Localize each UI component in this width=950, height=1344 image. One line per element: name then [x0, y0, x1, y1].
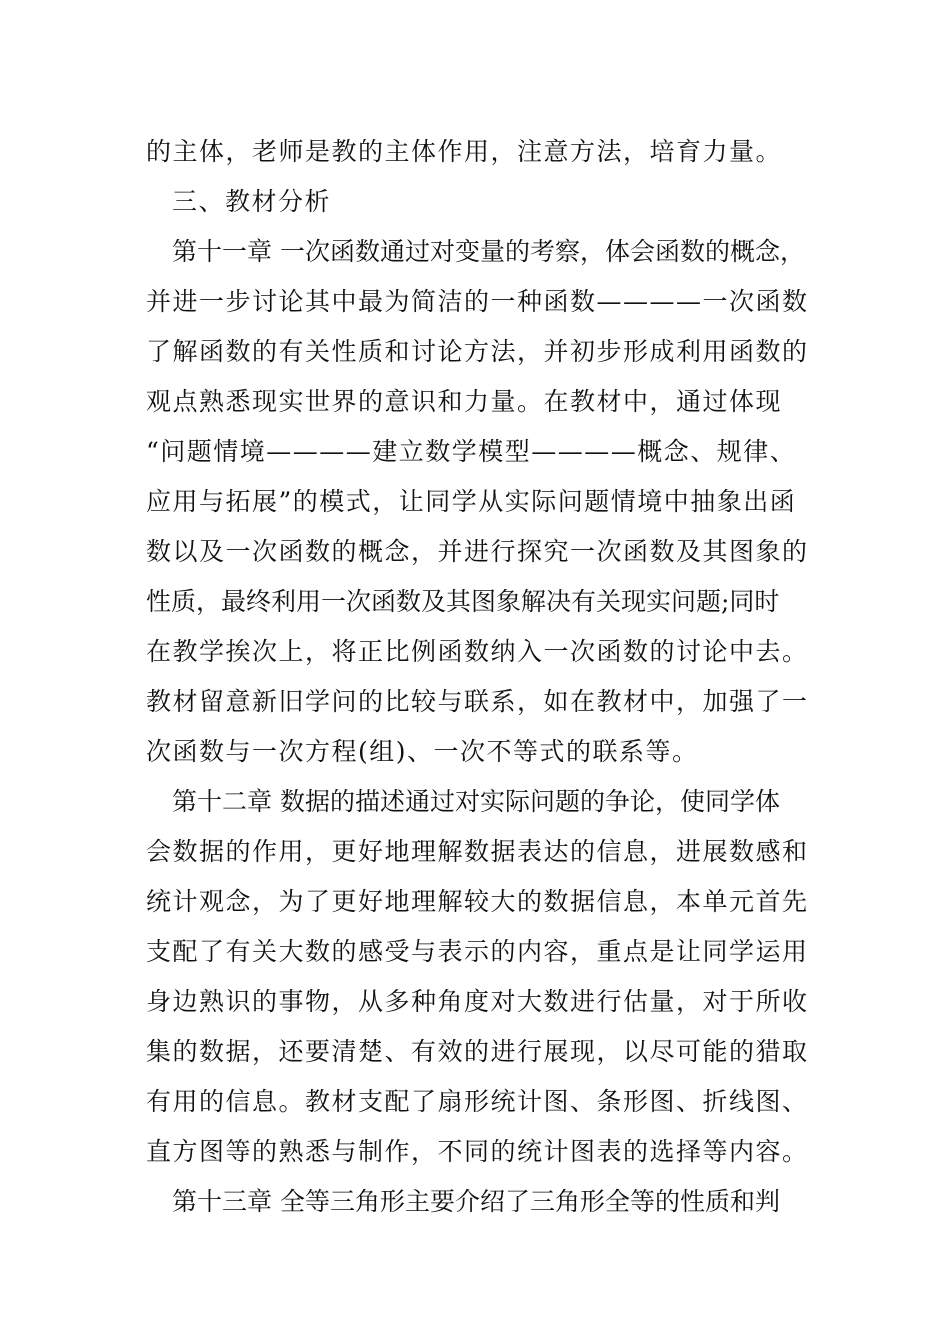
- text-line: 的主体，老师是教的主体作用，注意方法，培育力量。: [146, 137, 783, 166]
- text-line: 集的数据，还要清楚、有效的进行展现，以尽可能的猎取: [146, 1037, 809, 1066]
- text-line: 有用的信息。教材支配了扇形统计图、条形图、折线图、: [146, 1087, 809, 1116]
- text-line: 数以及一次函数的概念，并进行探究一次函数及其图象的: [146, 537, 809, 566]
- text-line: 支配了有关大数的感受与表示的内容，重点是让同学运用: [146, 937, 809, 966]
- text-line: “问题情境————建立数学模型————概念、规律、: [146, 437, 797, 466]
- paragraph-start-chapter-11: 第十一章 一次函数通过对变量的考察，体会函数的概念，: [172, 237, 805, 266]
- text-line: 会数据的作用，更好地理解数据表达的信息，进展数感和: [146, 837, 809, 866]
- text-line: 直方图等的熟悉与制作，不同的统计图表的选择等内容。: [146, 1137, 809, 1166]
- text-line: 统计观念，为了更好地理解较大的数据信息，本单元首先: [146, 887, 809, 916]
- text-line: 并进一步讨论其中最为简洁的一种函数————一次函数: [146, 287, 809, 316]
- text-line: 观点熟悉现实世界的意识和力量。在教材中，通过体现: [146, 387, 783, 416]
- text-line: 性质，最终利用一次函数及其图象解决有关现实问题;同时: [146, 587, 780, 616]
- text-line: 次函数与一次方程(组)、一次不等式的联系等。: [146, 737, 699, 766]
- paragraph-start-chapter-13: 第十三章 全等三角形主要介绍了三角形全等的性质和判: [172, 1187, 780, 1216]
- paragraph-start-chapter-12: 第十二章 数据的描述通过对实际问题的争论，使同学体: [172, 787, 780, 816]
- text-line: 身边熟识的事物，从多种角度对大数进行估量，对于所收: [146, 987, 809, 1016]
- text-line: 应用与拓展”的模式，让同学从实际问题情境中抽象出函: [146, 487, 797, 516]
- text-line: 了解函数的有关性质和讨论方法，并初步形成利用函数的: [146, 337, 809, 366]
- section-heading: 三、教材分析: [172, 187, 332, 216]
- text-line: 在教学挨次上，将正比例函数纳入一次函数的讨论中去。: [146, 637, 809, 666]
- text-line: 教材留意新旧学问的比较与联系，如在教材中，加强了一: [146, 687, 809, 716]
